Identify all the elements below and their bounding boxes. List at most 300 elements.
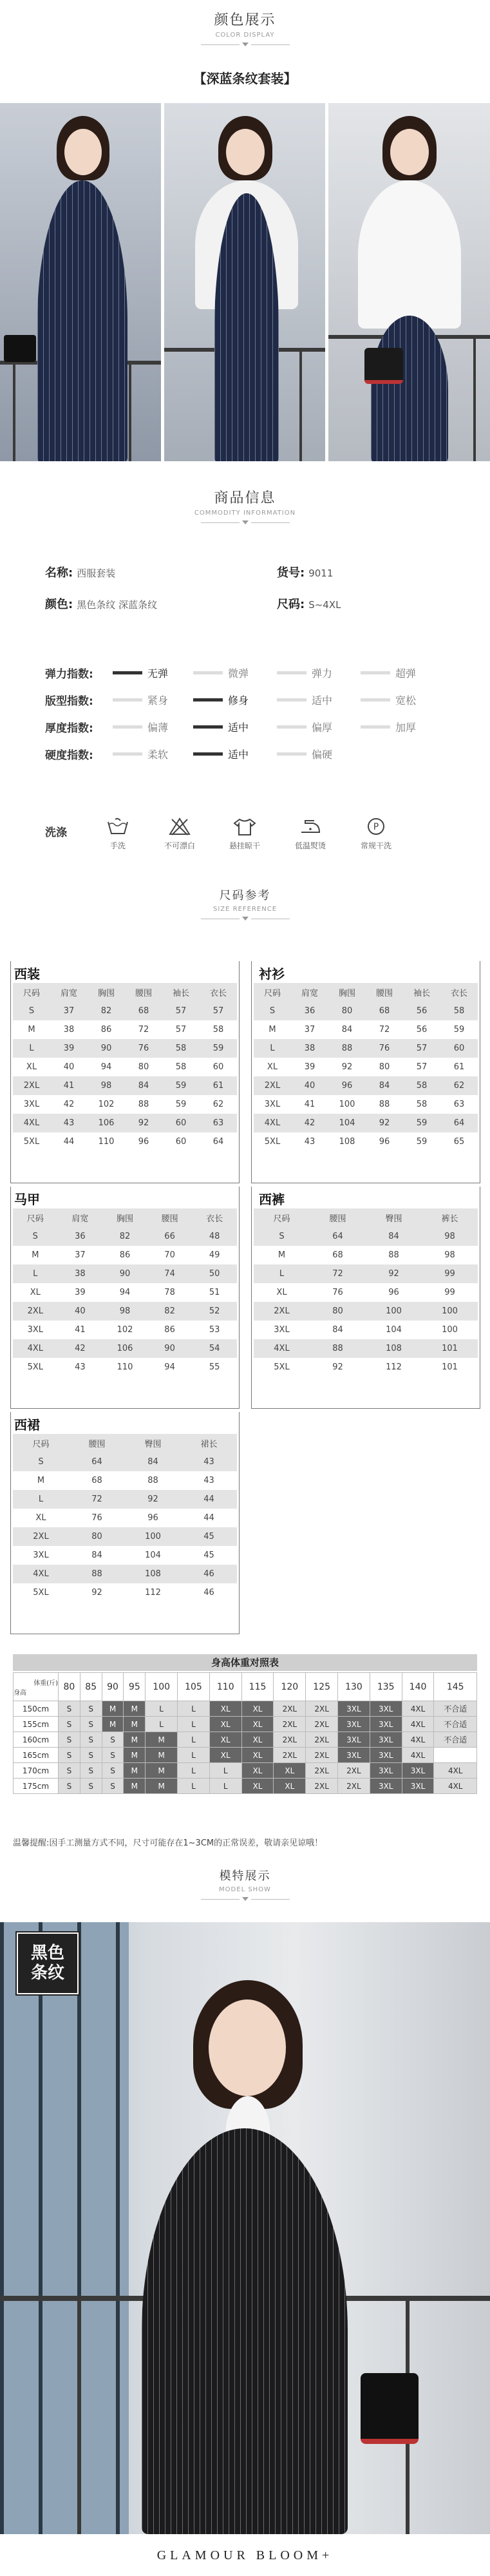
weight-header: 80 [59,1673,80,1701]
table-cell: L [178,1748,210,1763]
table-cell: L [209,1779,241,1794]
table-cell: 100 [366,1302,422,1321]
table-cell: 94 [102,1283,147,1302]
table-row [13,1246,237,1264]
table-cell: S [59,1717,80,1732]
table-cell: M [13,1246,58,1264]
table-cell: M [124,1779,146,1794]
table-cell: 59 [162,1076,200,1095]
table-cell: 102 [102,1321,147,1339]
table-header-row [13,1208,237,1227]
table-cell: 43 [291,1132,328,1151]
table-cell: 56 [403,1020,440,1039]
table-cell: L [13,1039,50,1058]
table-cell: XL [13,1283,58,1302]
weight-header: 110 [209,1673,241,1701]
table-row [254,1302,478,1321]
table-cell: 5XL [254,1358,310,1377]
table-cell: 2XL [306,1763,338,1779]
table-cell: 88 [125,1095,162,1114]
table-cell: 2XL [13,1076,50,1095]
table-cell: 衣长 [192,1208,237,1227]
skirt-table-title: 西裙 [14,1417,40,1433]
index-option: 微弹 [193,665,249,680]
table-cell: 52 [192,1302,237,1321]
table-cell: XL [13,1509,69,1527]
table-cell: 68 [125,1002,162,1020]
table-row [254,1246,478,1264]
table-cell: XL [241,1732,274,1748]
table-cell: 3XL [338,1717,370,1732]
table-cell: 57 [403,1058,440,1076]
table-cell: 5XL [13,1358,58,1377]
table-cell: 80 [125,1058,162,1076]
table-cell: 72 [366,1020,403,1039]
table-cell: L [13,1264,58,1283]
index-option: 加厚 [361,720,416,734]
measure-note: 温馨提醒:因手工测量方式不同，尺寸可能存在1~3CM的正常误差，敬请亲见谅哦！ [13,1838,323,1848]
table-cell: M [124,1748,146,1763]
table-cell: L [178,1779,210,1794]
index-label: 硬度指数: [45,749,93,762]
table-cell: 4XL [402,1717,434,1732]
table-cell: L [254,1039,291,1058]
table-cell: 胸围 [102,1208,147,1227]
table-row [254,1283,478,1302]
table-cell: 衣长 [440,983,478,1002]
table-cell: 72 [125,1020,162,1039]
table-row [13,1527,237,1546]
table-cell: M [124,1717,146,1732]
index-option: 紧身 [113,692,168,707]
table-header-row [13,1434,237,1453]
table-row [14,1748,477,1763]
index-option: 宽松 [361,692,416,707]
table-row [13,1132,237,1151]
table-cell: 3XL [338,1732,370,1748]
table-row [254,1020,478,1039]
table-cell: M [102,1701,124,1717]
table-cell: M [124,1701,146,1717]
table-cell: 96 [328,1076,366,1095]
table-row [254,1321,478,1339]
table-cell: 110 [102,1358,147,1377]
table-cell: 61 [200,1076,237,1095]
table-cell: 72 [69,1490,125,1509]
table-row [13,1095,237,1114]
index-label: 厚度指数: [45,722,93,735]
table-cell: XL [209,1717,241,1732]
section-title: 尺码参考 [219,889,271,902]
table-cell: 3XL [370,1748,402,1763]
table-cell: S [80,1779,102,1794]
index-option: 超弹 [361,665,416,680]
table-cell: 44 [50,1132,88,1151]
table-cell: 2XL [254,1302,310,1321]
table-cell: 80 [366,1058,403,1076]
table-cell: 80 [328,1002,366,1020]
index-label: 版型指数: [45,695,93,708]
table-cell: S [102,1748,124,1763]
shirt-table-title: 衬衫 [259,966,285,982]
table-cell: 92 [366,1114,403,1132]
table-cell: M [254,1020,291,1039]
table-cell: 4XL [13,1114,50,1132]
table-cell: 裙长 [181,1434,237,1453]
table-cell: 88 [328,1039,366,1058]
table-cell: 64 [200,1132,237,1151]
table-cell: 59 [403,1114,440,1132]
table-cell: 92 [366,1264,422,1283]
table-cell: 胸围 [328,983,366,1002]
table-cell: 衣长 [200,983,237,1002]
weight-header: 135 [370,1673,402,1701]
table-cell: 59 [162,1095,200,1114]
table-cell: 50 [192,1264,237,1283]
table-cell: XL [241,1748,274,1763]
table-cell: S [102,1779,124,1794]
table-cell: 41 [50,1076,88,1095]
table-cell: 2XL [338,1779,370,1794]
table-cell: S [102,1763,124,1779]
table-cell: 100 [422,1302,478,1321]
table-cell: S [13,1002,50,1020]
table-cell: 42 [58,1339,103,1358]
table-cell: 42 [291,1114,328,1132]
section-subtitle: SIZE REFERENCE [212,906,278,913]
table-cell: 肩宽 [58,1208,103,1227]
table-cell: 37 [291,1020,328,1039]
table-cell: XL [209,1748,241,1763]
table-cell: XL [209,1701,241,1717]
table-cell: 62 [200,1095,237,1114]
table-cell: 36 [291,1002,328,1020]
model-header [0,1867,490,1901]
height-label: 160cm [14,1732,59,1748]
table-cell: 80 [310,1302,366,1321]
table-row [13,1002,237,1020]
table-row [254,1339,478,1358]
table-cell: 38 [58,1264,103,1283]
table-cell: L [146,1717,178,1732]
table-cell: L [178,1717,210,1732]
table-row [13,1471,237,1490]
table-cell: 88 [125,1471,181,1490]
table-cell: 90 [88,1039,125,1058]
table-cell: 82 [147,1302,193,1321]
suit-size-table [13,983,237,1151]
table-row [13,1039,237,1058]
weight-header: 130 [338,1673,370,1701]
table-header-row [13,983,237,1002]
info-sku: 货号: 9011 [277,566,334,580]
table-cell: S [80,1717,102,1732]
table-cell: 80 [69,1527,125,1546]
care-hang-dry: 悬挂晾干 [219,817,270,851]
table-header-row [254,983,478,1002]
table-cell: 63 [440,1095,478,1114]
table-cell: 96 [125,1132,162,1151]
table-cell: 2XL [306,1748,338,1763]
table-row [13,1546,237,1565]
table-row [254,1227,478,1246]
table-row [13,1302,237,1321]
table-cell: M [102,1717,124,1732]
no-bleach-icon [168,817,191,836]
table-cell: 2XL [274,1732,306,1748]
table-cell: S [254,1002,291,1020]
table-cell: 64 [69,1453,125,1471]
table-cell: S [254,1227,310,1246]
table-cell: XL [241,1763,274,1779]
table-row [254,1114,478,1132]
table-cell: M [146,1748,178,1763]
table-row [13,1565,237,1583]
color-badge: 黑色 条纹 [17,1932,79,1994]
table-header-row [14,1673,477,1701]
table-cell: 4XL [434,1763,477,1779]
table-cell: S [102,1732,124,1748]
table-cell: 98 [422,1246,478,1264]
table-cell: 84 [125,1076,162,1095]
table-cell: 3XL [370,1732,402,1748]
table-cell: 3XL [254,1321,310,1339]
table-cell: XL [254,1058,291,1076]
care-label: 洗涤 [45,826,67,839]
table-cell: 2XL [306,1701,338,1717]
table-cell: 不合适 [434,1732,477,1748]
weight-header: 95 [124,1673,146,1701]
table-cell: S [80,1748,102,1763]
table-cell: 99 [422,1283,478,1302]
table-cell: 46 [181,1565,237,1583]
table-row [14,1779,477,1794]
table-cell: 4XL [402,1732,434,1748]
hand-wash-icon [106,817,129,836]
table-cell: 58 [162,1039,200,1058]
table-cell: 2XL [306,1779,338,1794]
table-cell: M [146,1763,178,1779]
table-cell: 3XL [13,1321,58,1339]
table-cell: 腰围 [125,983,162,1002]
table-cell: 4XL [13,1565,69,1583]
table-cell: 84 [366,1227,422,1246]
table-cell: 39 [291,1058,328,1076]
height-label: 155cm [14,1717,59,1732]
table-cell: 5XL [13,1132,50,1151]
table-cell: 2XL [254,1076,291,1095]
table-cell: 39 [50,1039,88,1058]
table-cell: 51 [192,1283,237,1302]
index-option: 适中 [277,692,332,707]
table-cell: 58 [440,1002,478,1020]
table-cell: XL [241,1701,274,1717]
table-cell: 44 [181,1509,237,1527]
table-cell: 袖长 [162,983,200,1002]
section-subtitle: COLOR DISPLAY [215,32,275,39]
table-cell: 57 [403,1039,440,1058]
table-cell: 58 [162,1058,200,1076]
table-cell: 3XL [338,1748,370,1763]
table-cell: M [146,1779,178,1794]
table-cell: 60 [440,1039,478,1058]
table-cell: 64 [440,1114,478,1132]
table-row [254,1058,478,1076]
size-header [0,886,490,921]
table-row [13,1339,237,1358]
table-cell: 78 [147,1283,193,1302]
table-cell: 102 [88,1095,125,1114]
table-cell: 84 [366,1076,403,1095]
index-option: 适中 [193,720,249,734]
table-row [13,1358,237,1377]
table-row [254,1076,478,1095]
table-cell: 106 [102,1339,147,1358]
weight-header: 145 [434,1673,477,1701]
table-cell: 40 [291,1076,328,1095]
table-row [13,1490,237,1509]
table-cell: 2XL [274,1717,306,1732]
info-header [0,487,490,524]
index-option: 柔软 [113,747,168,761]
vest-table-title: 马甲 [14,1192,40,1207]
table-row [13,1076,237,1095]
table-cell: 4XL [254,1114,291,1132]
table-cell: XL [241,1779,274,1794]
table-corner: 体重(斤) 身高 [14,1673,59,1701]
index-option: 弹力 [277,665,332,680]
table-cell: 68 [310,1246,366,1264]
table-cell: XL [274,1779,306,1794]
table-cell: 4XL [254,1339,310,1358]
section-subtitle: MODEL SHOW [219,1886,271,1893]
dry-clean-icon [364,817,388,836]
table-cell: 3XL [370,1779,402,1794]
table-cell: 45 [181,1546,237,1565]
table-cell: 63 [200,1114,237,1132]
table-cell: S [80,1732,102,1748]
table-cell: 5XL [254,1132,291,1151]
brand-watermark: GLAMOUR BLOOM+ [156,2548,334,2562]
table-cell: 37 [58,1246,103,1264]
table-cell: 43 [58,1358,103,1377]
table-cell: S [59,1701,80,1717]
table-row [13,1453,237,1471]
table-cell: 36 [58,1227,103,1246]
table-cell: 4XL [402,1701,434,1717]
care-low-iron: 低温熨烫 [285,817,336,851]
table-cell: 3XL [370,1717,402,1732]
table-cell: 86 [147,1321,193,1339]
table-cell: 2XL [13,1527,69,1546]
height-label: 175cm [14,1779,59,1794]
table-cell: S [59,1779,80,1794]
table-cell: 57 [162,1002,200,1020]
table-cell: 裤长 [422,1208,478,1227]
table-cell: 尺码 [254,1208,310,1227]
table-cell: 65 [440,1132,478,1151]
table-cell: 48 [192,1227,237,1246]
table-cell: 92 [310,1358,366,1377]
pants-table-title: 西裤 [259,1192,285,1207]
table-row [254,1095,478,1114]
table-cell: 尺码 [254,983,291,1002]
table-cell [434,1748,477,1763]
height-label: 165cm [14,1748,59,1763]
table-cell: L [178,1701,210,1717]
table-cell: 40 [58,1302,103,1321]
table-row [14,1717,477,1732]
table-cell: 60 [162,1114,200,1132]
index-option: 偏厚 [277,720,332,734]
table-cell: 92 [69,1583,125,1602]
weight-header: 125 [306,1673,338,1701]
table-cell: S [80,1701,102,1717]
table-cell: S [13,1227,58,1246]
table-cell: 92 [125,1114,162,1132]
table-cell: M [124,1732,146,1748]
table-cell: 104 [125,1546,181,1565]
table-cell: 3XL [13,1095,50,1114]
table-cell: 84 [310,1321,366,1339]
table-cell: 68 [69,1471,125,1490]
table-row [254,1264,478,1283]
section-title: 商品信息 [214,490,276,506]
table-cell: 59 [200,1039,237,1058]
table-cell: 100 [328,1095,366,1114]
weight-header: 140 [402,1673,434,1701]
table-cell: S [59,1748,80,1763]
index-label: 弹力指数: [45,668,93,681]
table-row [13,1321,237,1339]
table-cell: 57 [162,1020,200,1039]
table-cell: 2XL [274,1748,306,1763]
table-cell: M [146,1732,178,1748]
table-cell: S [13,1453,69,1471]
weight-header: 105 [178,1673,210,1701]
table-cell: 106 [88,1114,125,1132]
table-cell: 90 [147,1339,193,1358]
svg-text:P: P [373,822,379,832]
index-option: 无弹 [113,665,168,680]
table-cell: 41 [291,1095,328,1114]
table-cell: 101 [422,1339,478,1358]
index-option: 偏薄 [113,720,168,734]
table-cell: 108 [366,1339,422,1358]
skirt-size-table [13,1434,237,1602]
table-cell: 肩宽 [50,983,88,1002]
table-cell: 68 [366,1002,403,1020]
index-option: 适中 [193,747,249,761]
table-cell: 70 [147,1246,193,1264]
table-cell: XL [241,1717,274,1732]
table-header-row [254,1208,478,1227]
table-cell: 72 [310,1264,366,1283]
table-cell: 44 [181,1490,237,1509]
table-row [14,1732,477,1748]
table-cell: 3XL [402,1779,434,1794]
table-cell: 108 [328,1132,366,1151]
table-cell: 2XL [13,1302,58,1321]
table-cell: S [80,1763,102,1779]
color-display-header [0,9,490,46]
table-cell: 3XL [370,1763,402,1779]
table-cell: XL [254,1283,310,1302]
table-cell: M [254,1246,310,1264]
table-cell: 3XL [370,1701,402,1717]
table-cell: 104 [366,1321,422,1339]
section-title: 模特展示 [219,1869,271,1883]
